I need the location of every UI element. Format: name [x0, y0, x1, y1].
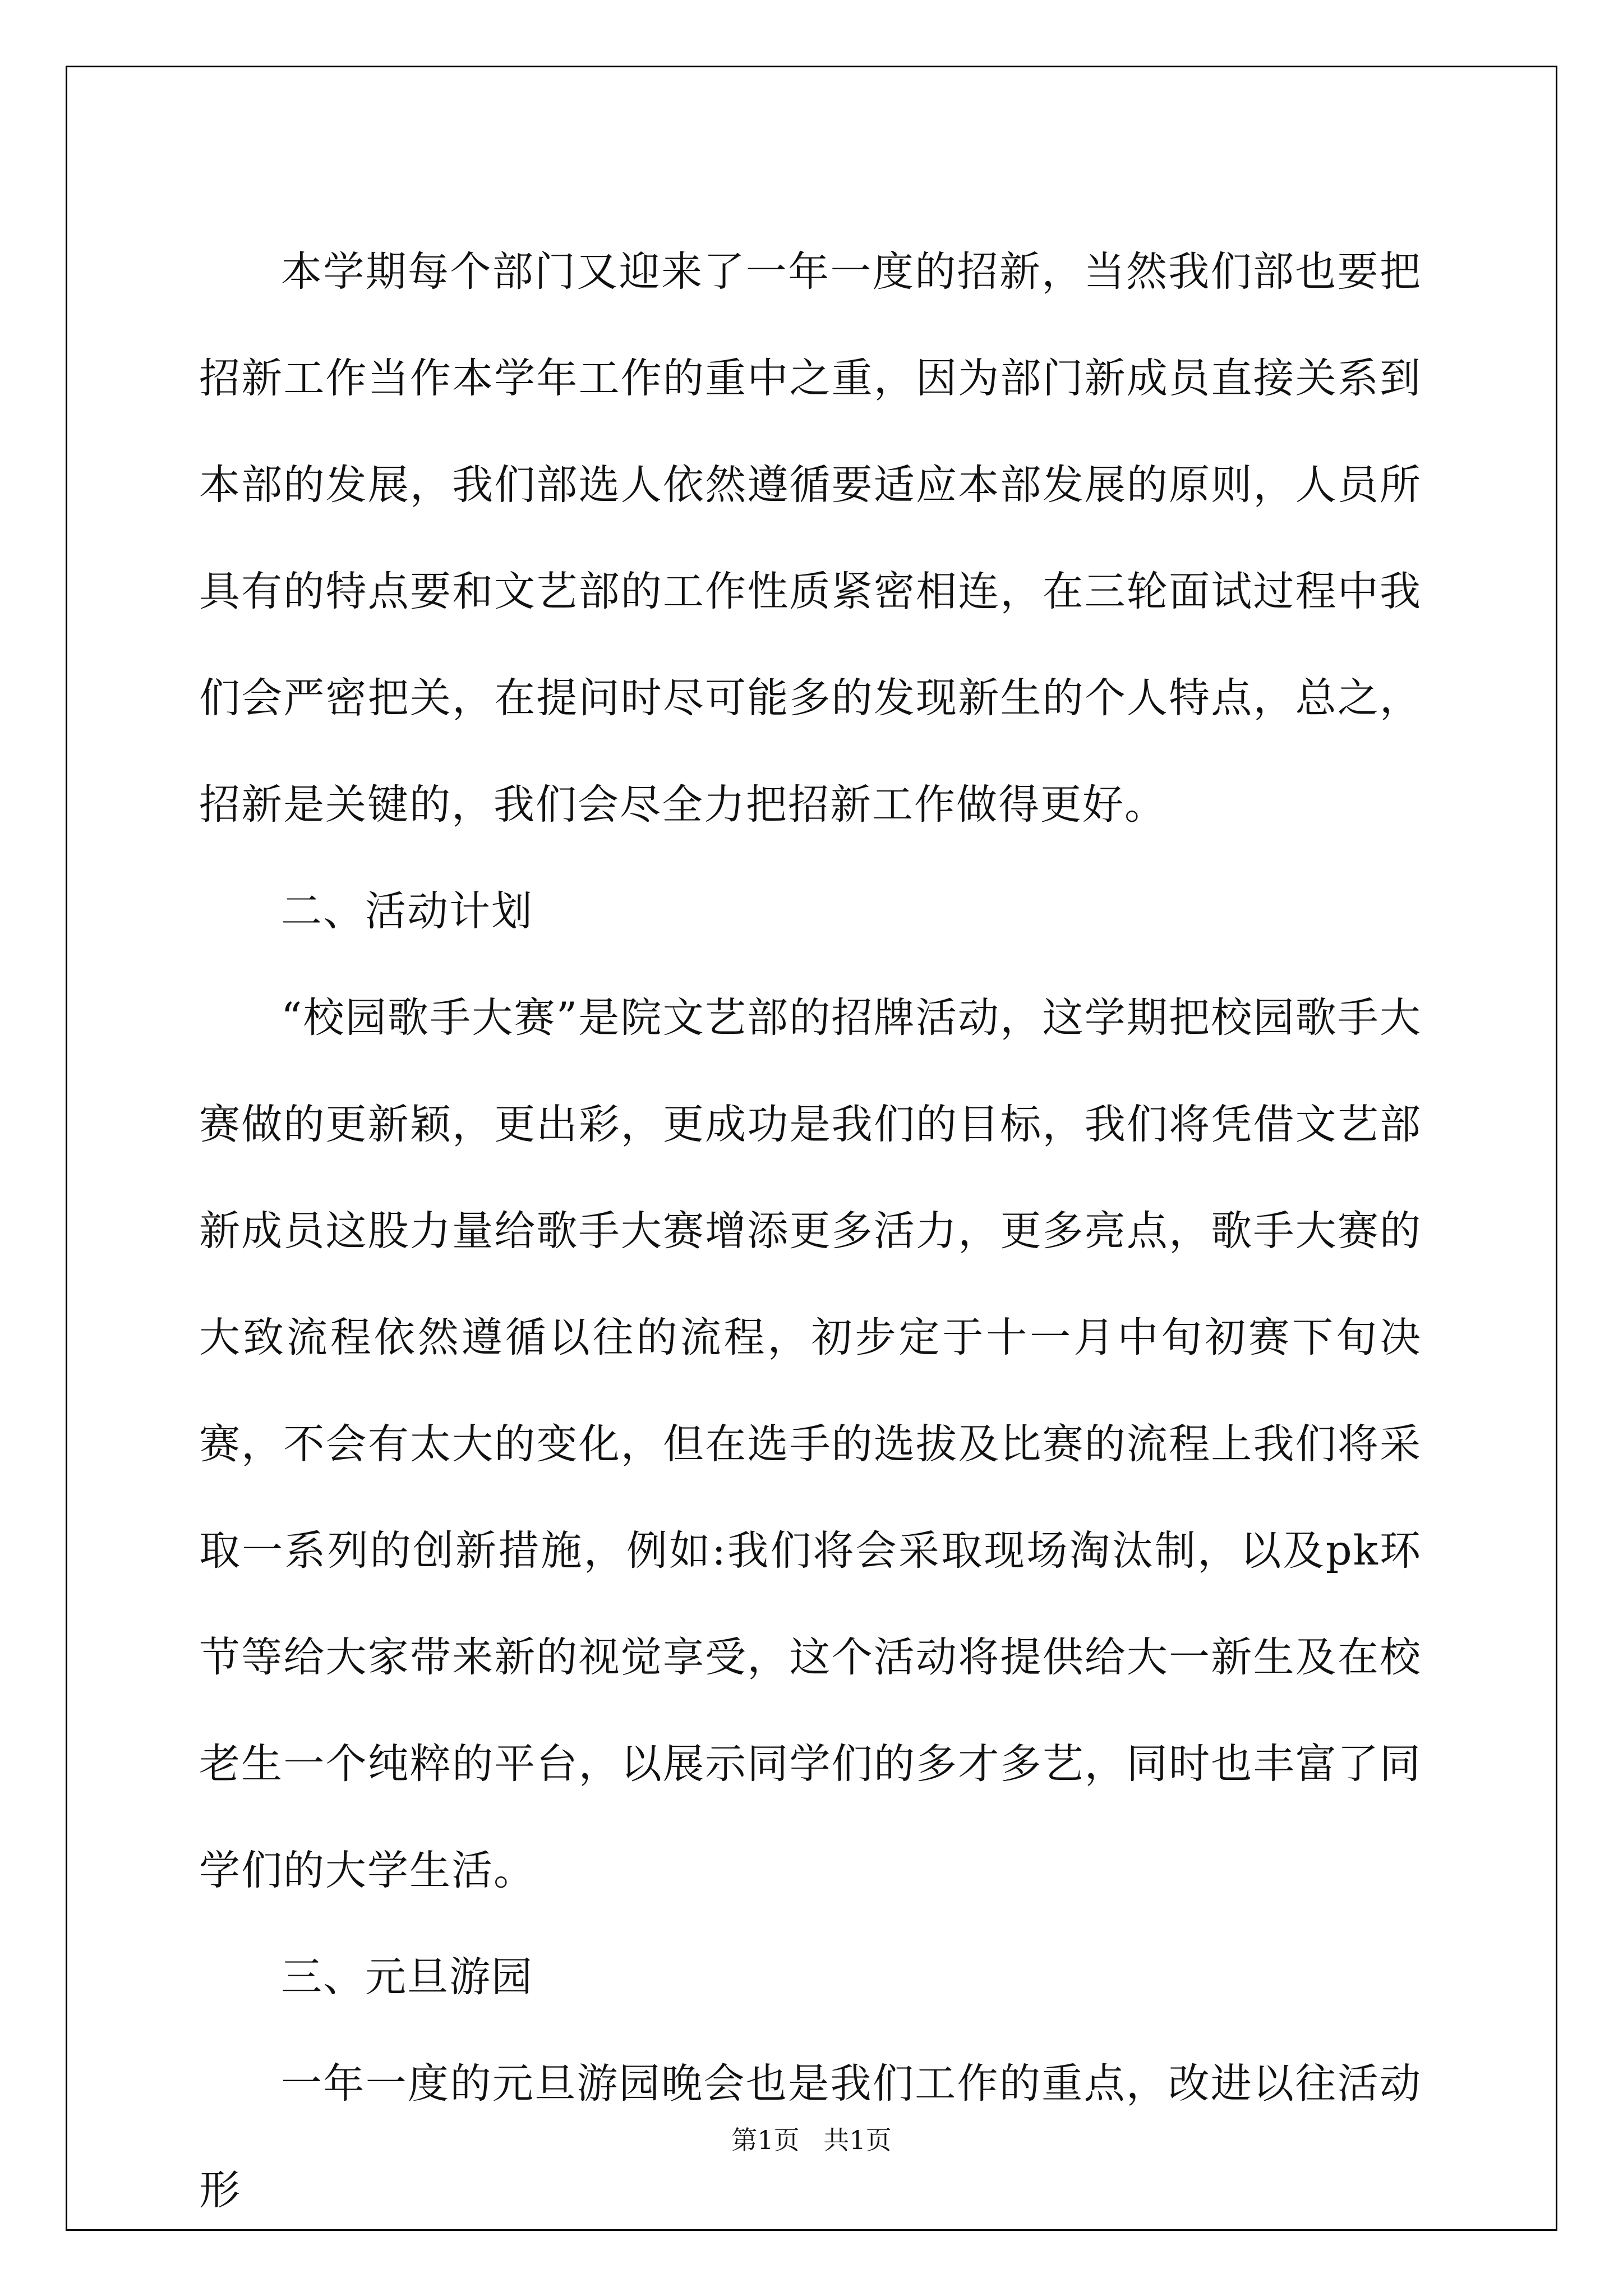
section-heading-new-year-garden: 三、元旦游园: [281, 1953, 533, 2001]
page-number-total: 共1页: [823, 2125, 892, 2155]
paragraph-singer-contest: “校园歌手大赛”是院文艺部的招牌活动，这学期把校园歌手大赛做的更新颖，更出彩，更成功是我们的目标，我们将凭借文艺部新成员这股力量给歌手大赛增添更多活力，更多亮点，歌手大赛的大致流程依然遵循以往的流程，初步定于十一月中旬初赛下旬决赛，不会有太大的变化，但在选手的选拔及比赛的流程上我们将采取一系列的创新措施，例如:我们将会采取现场淘汰制，以及pk环节等给大家带来新的视觉享受，这个活动将提供给大一新生及在校老生一个纯粹的平台，以展示同学们的多才多艺，同时也丰富了同学们的大学生活。: [199, 994, 1422, 1894]
paragraph-new-year-party: 一年一度的元旦游园晚会也是我们工作的重点，改进以往活动形: [199, 2060, 1422, 2214]
paragraph-recruitment: 本学期每个部门又迎来了一年一度的招新，当然我们部也要把招新工作当作本学年工作的重中之重，因为部门新成员直接关系到本部的发展，我们部选人依然遵循要适应本部发展的原则，人员所具有的特点要和文艺部的工作性质紧密相连，在三轮面试过程中我们会严密把关，在提问时尽可能多的发现新生的个人特点，总之，招新是关键的，我们会尽全力把招新工作做得更好。: [199, 248, 1422, 829]
page-footer: [0, 2123, 1623, 2157]
document-body: [199, 219, 1422, 2244]
section-heading-activity-plan: 二、活动计划: [281, 887, 533, 935]
page-number-current: 第1页: [731, 2125, 800, 2155]
